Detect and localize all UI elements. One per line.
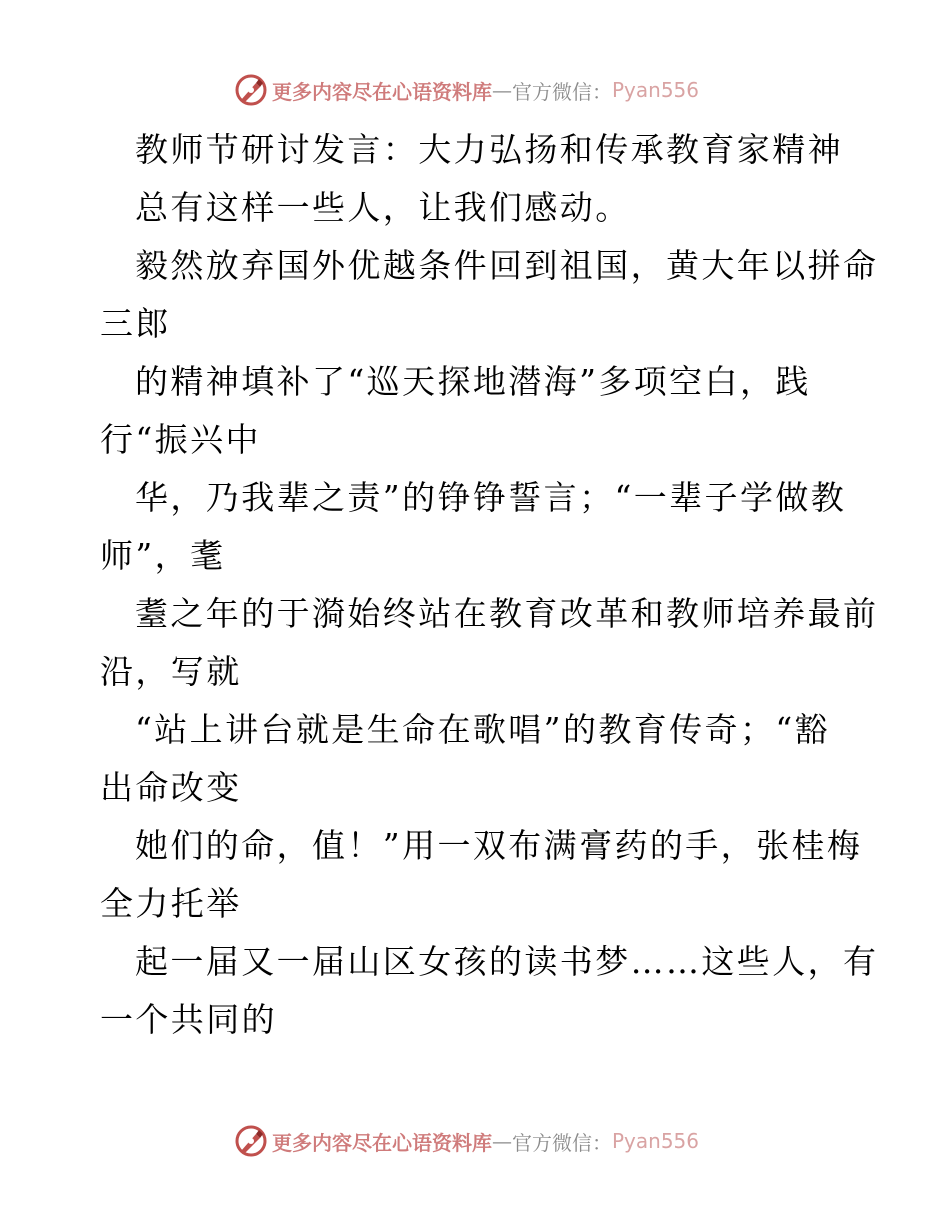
banner-wechat-id: Pyan556 (612, 78, 700, 102)
text-line-14: 起一届又一届山区女孩的读书梦……这些人，有 (135, 942, 879, 981)
text-line-6: 华，乃我辈之责”的铮铮誓言；“一辈子学做教 (135, 478, 847, 517)
text-line-1: 总有这样一些人，让我们感动。 (135, 188, 631, 227)
text-line-5: 行“振兴中 (100, 420, 261, 459)
banner-official-label: 官方微信： (512, 1130, 612, 1155)
text-line-8: 耋之年的于漪始终站在教育改革和教师培养最前 (135, 594, 879, 633)
header-banner (0, 70, 950, 110)
banner-brand-text: 更多内容尽在心语资料库 (272, 1130, 492, 1155)
banner-wechat-id: Pyan556 (612, 1129, 700, 1153)
pen-logo-icon (234, 1124, 268, 1158)
text-line-9: 沿，写就 (100, 652, 242, 691)
text-line-13: 全力托举 (100, 884, 242, 923)
text-line-11: 出命改变 (100, 768, 242, 807)
pen-logo-icon (234, 73, 268, 107)
banner-content (234, 1121, 699, 1161)
text-line-3: 三郎 (100, 304, 171, 343)
text-line-2: 毅然放弃国外优越条件回到祖国，黄大年以拼命 (135, 246, 879, 285)
text-line-12: 她们的命，值！”用一双布满膏药的手，张桂梅 (135, 826, 863, 865)
text-line-4: 的精神填补了“巡天探地潜海”多项空白，践 (135, 362, 811, 401)
banner-brand-text: 更多内容尽在心语资料库 (272, 79, 492, 104)
text-line-7: 师”，耄 (100, 536, 226, 575)
banner-content (234, 70, 699, 110)
text-line-15: 一个共同的 (100, 1000, 277, 1039)
document-title: 教师节研讨发言：大力弘扬和传承教育家精神 (135, 130, 843, 169)
text-line-10: “站上讲台就是生命在歌唱”的教育传奇；“豁 (135, 710, 831, 749)
banner-dash: — (492, 1129, 512, 1153)
banner-dash: — (492, 78, 512, 102)
footer-banner (0, 1121, 950, 1161)
banner-official-label: 官方微信： (512, 79, 612, 104)
